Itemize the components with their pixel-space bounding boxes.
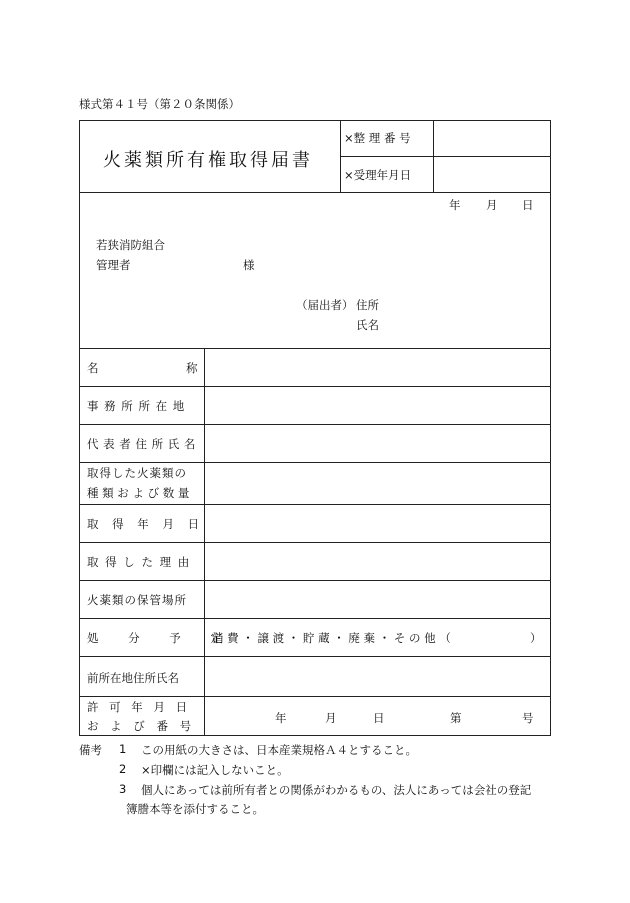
jusho-label: 住所: [356, 298, 379, 312]
row-explosive-type-label-2: 種 類 お よ び 数 量: [87, 486, 190, 500]
row-disposal-plan-options[interactable]: 消 費 ・ 譲 渡 ・ 貯 蔵 ・ 廃 棄 ・ そ の 他 （: [212, 631, 451, 645]
header-year: 年: [449, 198, 461, 212]
row-separator: [79, 424, 551, 425]
row-separator: [79, 542, 551, 543]
row-name-field[interactable]: [206, 350, 549, 385]
header-month: 月: [486, 198, 498, 212]
todokedesha-label: （届出者）: [296, 298, 354, 312]
row-explosive-type-label-1: 取得した火薬類の: [87, 466, 187, 480]
row-permit-label-2: お よ び 番 号: [87, 719, 196, 733]
addressee-title: 管理者: [96, 258, 131, 272]
row-separator: [79, 386, 551, 387]
row-separator: [79, 462, 551, 463]
row-disposal-plan-close-paren: ）: [530, 631, 542, 645]
juri-nengappi-label: ×受理年月日: [344, 168, 412, 182]
row-previous-address-field[interactable]: [206, 658, 549, 695]
notes-heading: 備考: [79, 743, 102, 757]
seiri-bango-field[interactable]: [434, 121, 549, 155]
row-acquisition-date-field[interactable]: [206, 506, 549, 541]
note-1-text: この用紙の大きさは、日本産業規格Ａ４とすること。: [141, 743, 417, 757]
row-permit-year: 年: [275, 711, 287, 725]
row-acquisition-reason-label: 取 得 し た 理 由: [87, 555, 191, 569]
row-disposal-plan-label: 処 分 予 定: [87, 631, 235, 645]
row-permit-label-1: 許 可 年 月 日: [87, 700, 191, 714]
note-3-num: 3: [119, 782, 127, 796]
row-name-label-a: 名: [87, 361, 99, 375]
row-permit-dai: 第: [450, 711, 462, 725]
form-number: 様式第４１号（第２０条関係）: [79, 97, 240, 111]
row-permit-day: 日: [373, 711, 385, 725]
row-separator: [79, 696, 551, 697]
row-name-label-b: 称: [186, 361, 198, 375]
row-separator: [79, 656, 551, 657]
row-storage-location-label: 火薬類の保管場所: [87, 593, 187, 607]
note-3-text-cont: 簿謄本等を添付すること。: [126, 802, 264, 816]
row-permit-month: 月: [325, 711, 337, 725]
row-acquisition-reason-field[interactable]: [206, 544, 549, 579]
frame-left: [79, 120, 80, 736]
row-previous-address-label: 前所在地住所氏名: [87, 671, 179, 685]
row-separator: [79, 618, 551, 619]
row-representative-field[interactable]: [206, 426, 549, 461]
frame-bottom: [79, 735, 551, 736]
juri-nengappi-field[interactable]: [434, 157, 549, 191]
form-title: 火薬類所有権取得届書: [103, 150, 313, 171]
note-2-num: 2: [119, 762, 127, 776]
row-storage-location-field[interactable]: [206, 582, 549, 617]
note-3-text: 個人にあっては前所有者との関係がわかるもの、法人にあっては会社の登記: [141, 783, 532, 797]
row-office-location-label: 事 務 所 所 在 地: [87, 399, 186, 413]
row-permit-go: 号: [522, 711, 534, 725]
header-day: 日: [522, 198, 534, 212]
shimei-label: 氏名: [356, 318, 379, 332]
row-representative-label: 代 表 者 住 所 氏 名: [87, 437, 196, 451]
row-explosive-type-field[interactable]: [206, 464, 549, 503]
frame-right: [550, 120, 551, 736]
row-separator: [79, 504, 551, 505]
header-bottom-line: [79, 348, 551, 349]
note-2-text: ×印欄には記入しないこと。: [141, 763, 289, 777]
note-1-num: 1: [119, 742, 127, 756]
addressee-org: 若狭消防組合: [96, 238, 165, 252]
seiri-bango-label: ×整 理 番 号: [344, 131, 411, 145]
title-bottom-line: [79, 192, 551, 193]
row-office-location-field[interactable]: [206, 388, 549, 423]
row-separator: [79, 580, 551, 581]
row-acquisition-date-label: 取 得 年 月 日: [87, 517, 205, 531]
addressee-sama: 様: [243, 258, 255, 272]
